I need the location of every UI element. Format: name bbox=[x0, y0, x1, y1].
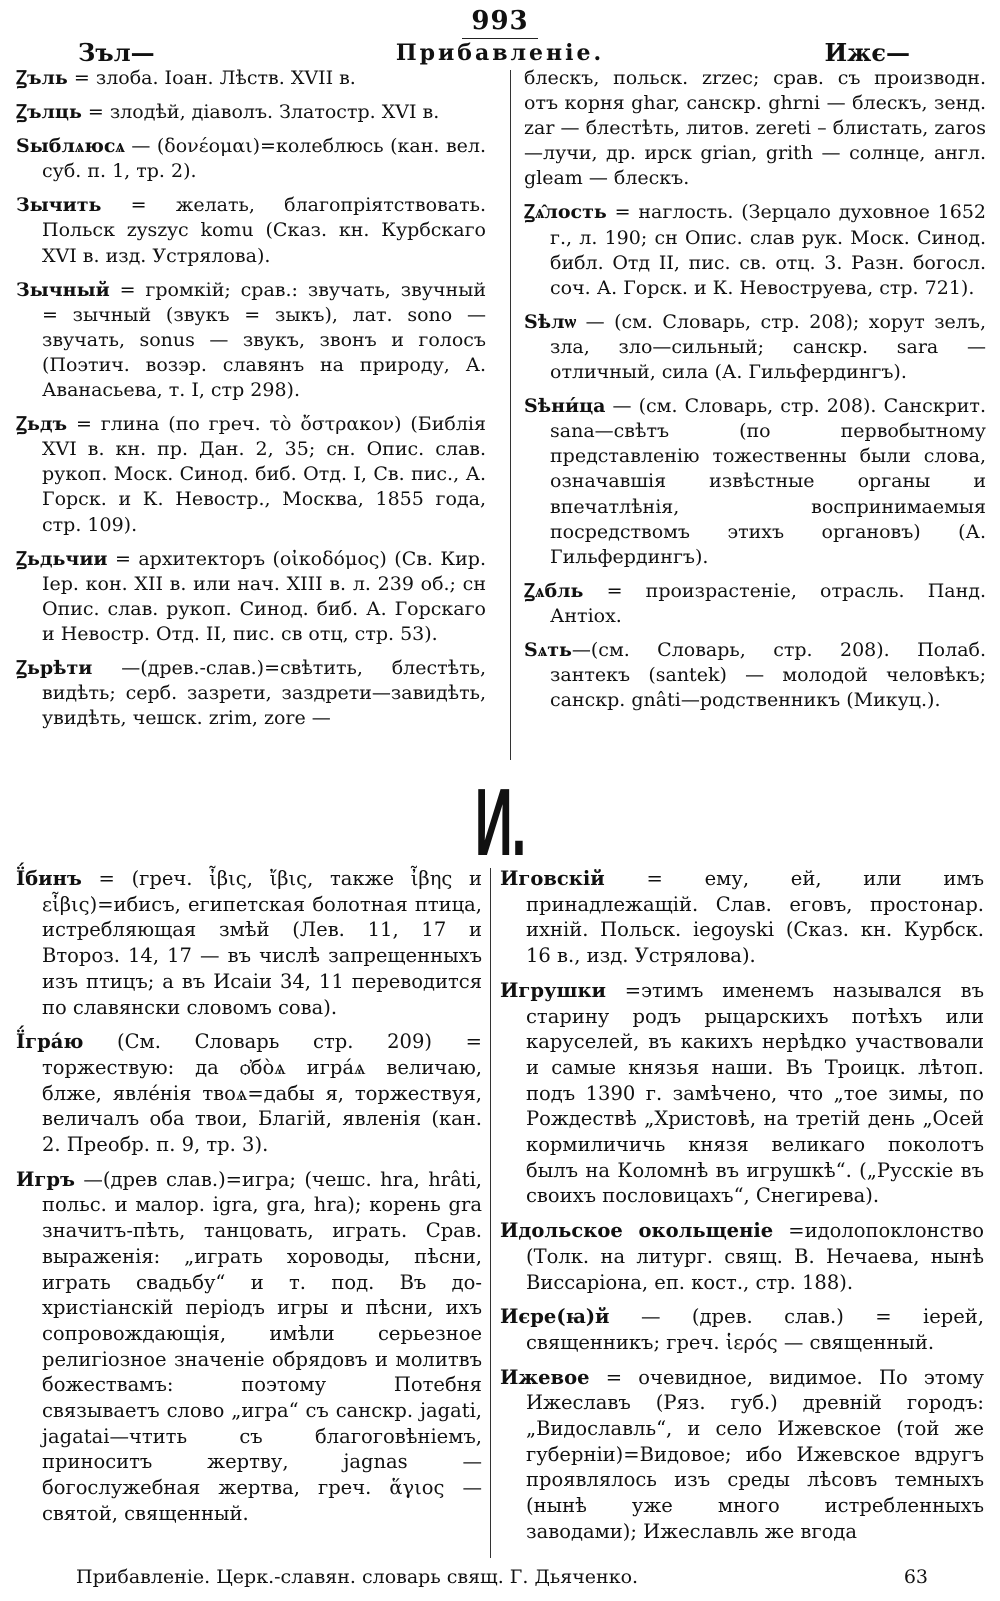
entry-headword: Ї́гра́ю bbox=[16, 1030, 84, 1054]
column-divider-bottom bbox=[490, 868, 491, 1558]
dictionary-entry bbox=[500, 1218, 984, 1295]
dictionary-entry bbox=[16, 66, 486, 91]
page-footer: Прибавленіе. Церк.-славян. словарь свящ. Г. Дьяченко. bbox=[76, 1566, 639, 1588]
column-top-right bbox=[524, 66, 986, 722]
entry-definition: = злодѣй, діаволъ. Златостр. XVI в. bbox=[81, 101, 440, 124]
entry-definition: = очевидное, видимое. По этому Ижеславъ (Ряз. губ.) древній городъ: „Видославль“, и село Ижевское (той же губерніи)=Видовое; ибо Ижевское вдругъ проявлялось изъ среды лѣсовъ темныхъ (нынѣ уже много истребленныхъ заводами); Ижеславль же вгода bbox=[526, 1365, 984, 1543]
entry-definition: =идолопоклонство (Толк. на литург. свящ. В. Нечаева, нынѣ Виссаріона, еп. кост., стр. 188). bbox=[526, 1219, 984, 1294]
dictionary-entry bbox=[16, 278, 486, 403]
header-section-title: Прибавленіе. bbox=[395, 40, 605, 66]
entry-definition: = злоба. Іоан. Лѣств. XVII в. bbox=[67, 67, 356, 89]
page-number-underline bbox=[462, 38, 538, 39]
entry-definition: —(древ.-слав.)=свѣтить, блестѣть, видѣть; серб. зазрети, заздрети—завидѣть, увидѣть, чешск. zrim, zore — bbox=[42, 656, 486, 730]
column-bottom-right bbox=[500, 866, 984, 1554]
entry-headword: Ѕѣлѡ bbox=[524, 310, 577, 333]
entry-definition: = желать, благопріятствовать. Польск zyszyc komu (Сказ. кн. Курбскаго XVI в. изд. Устрялова). bbox=[42, 194, 486, 267]
entry-definition: = произрастеніе, отрасль. Панд. Антіох. bbox=[550, 579, 986, 627]
entry-definition: блескъ, польск. zrzec; срав. съ производн. отъ корня ghar, санскр. ghrni — блескъ, зенд. zar — блестѣть, литов. zereti – блистать, zaros—лучи, др. ирск grian, grith — солнце, англ. gleam — блескъ. bbox=[524, 67, 986, 190]
dictionary-entry bbox=[524, 579, 986, 629]
dictionary-entry bbox=[500, 1304, 984, 1355]
dictionary-entry bbox=[524, 66, 986, 191]
entry-definition: (См. Словарь стр. 209) = торжествую: да ѻ҆бо̀ѧ игра́ѧ величаю, блже, явле́нія твоѧ=дабы я, торжествуя, величалъ оба твои, Благій, явленія (кан. 2. Преобр. п. 9, тр. 3). bbox=[42, 1030, 482, 1157]
entry-headword: Иговскій bbox=[500, 867, 605, 890]
entry-headword: Ꙁьрѣти bbox=[16, 656, 93, 679]
column-top-left bbox=[16, 66, 486, 740]
section-letter: И. bbox=[474, 769, 526, 876]
entry-definition: — (древ. слав.) = іерей, священникъ; греч. ἱερός — священный. bbox=[526, 1305, 984, 1354]
entry-definition: — (δονέομαι)=колеблюсь (кан. вел. суб. п. 1, тр. 2). bbox=[42, 135, 486, 183]
dictionary-entry bbox=[500, 1365, 984, 1545]
header-left-guideword: Зъл— bbox=[78, 38, 155, 67]
entry-headword: Ѕѣни́ца bbox=[524, 395, 606, 418]
entry-headword: Ꙁълць bbox=[16, 101, 82, 124]
dictionary-entry bbox=[16, 866, 482, 1020]
entry-definition: = ему, ей, или имъ принадлежащій. Слав. еговъ, простонар. ихній. Польск. iegoyski (Сказ. кн. Курбск. 16 в., изд. Устрялова). bbox=[526, 867, 984, 968]
dictionary-entry bbox=[524, 200, 986, 300]
entry-definition: = глина (по греч. τὸ ὄστρακον) (Библія XVI в. кн. пр. Дан. 2, 35; сн. Опис. слав. рукоп. Моск. Синод. биб. Отд. I, Св. пис., А. Горск. и К. Невостр., Москва, 1855 года, стр. 109). bbox=[42, 413, 486, 536]
dictionary-entry bbox=[16, 100, 486, 125]
entry-definition: =этимъ именемъ назывался въ старину родъ рыцарскихъ потѣхъ или каруселей, въ какихъ нерѣдко участвовали и самые князья наши. Въ Троицк. лѣтоп. подъ 1390 г. замѣчено, что „тое зимы, по Рождествѣ „Христовѣ, на третій день „Осей кормиличичь князя великаго поколотъ былъ на Коломнѣ въ игрушкѣ“. („Русскіе въ своихъ пословицахъ“, Снегирева). bbox=[526, 978, 984, 1208]
entry-headword: Ѕѧть bbox=[524, 638, 572, 661]
entry-headword: Зычный bbox=[16, 278, 110, 301]
dictionary-entry bbox=[16, 1167, 482, 1527]
entry-definition: = архитекторъ (οἰκοδόμος) (Св. Кир. Іер. кон. XII в. или нач. XIII в. л. 239 об.; сн Опис. слав. рукоп. Синод. биб. А. Горскаго и Невостр. Отд. II, пис. св отц, стр. 53). bbox=[42, 547, 486, 645]
entry-headword: Ꙁьдьчии bbox=[16, 547, 108, 570]
entry-headword: Идольское окольщеніе bbox=[500, 1219, 774, 1243]
entry-headword: Ꙁѧбль bbox=[524, 579, 584, 602]
entry-headword: Ижевое bbox=[500, 1365, 590, 1389]
entry-headword: Ї́бинъ bbox=[16, 867, 82, 890]
dictionary-entry bbox=[16, 412, 486, 537]
entry-headword: Ѕыблѧюсѧ bbox=[16, 135, 125, 158]
dictionary-entry bbox=[16, 656, 486, 731]
dictionary-entry bbox=[524, 310, 986, 385]
dictionary-entry bbox=[524, 638, 986, 713]
entry-definition: — (см. Словарь, стр. 208); хорут зелъ, зла, зло—сильный; санскр. sara — отличный, сила (А. Гильфердингъ). bbox=[550, 310, 986, 384]
page-number: 993 bbox=[471, 6, 529, 36]
entry-definition: — (см. Словарь, стр. 208). Санскрит. sana—свѣтъ (по первобытному представленію тожественны были слова, означавшія извѣстные органы и впечатлѣнія, воспринимаемыя посредствомъ этихъ органовъ) (А. Гильфердингъ). bbox=[550, 395, 986, 568]
entry-headword: Ꙁъль bbox=[16, 67, 68, 89]
dictionary-entry bbox=[16, 1029, 482, 1158]
dictionary-entry bbox=[16, 547, 486, 647]
entry-headword: Игрушки bbox=[500, 978, 606, 1002]
entry-headword: Иєре(ꙗ)й bbox=[500, 1305, 610, 1329]
entry-headword: Зычить bbox=[16, 194, 102, 217]
entry-definition: —(см. Словарь, стр. 208). Полаб. зантекъ (santek) — молодой человѣкъ; санскр. gnâti—родственникъ (Микуц.). bbox=[550, 638, 986, 712]
entry-definition: —(древ слав.)=игра; (чешс. hra, hrâti, польс. и малор. igra, gra, hra); корень gra значитъ-пѣть, танцовать, играть. Срав. выраженія: „играть хороводы, пѣсни, играть свадьбу“ и т. под. Въ до-христіанскій періодъ игры и пѣсни, ихъ сопровождающія, имѣли серьезное религіозное значеніе обрядовъ и молитвъ божествамъ: поэтому Потебня связываетъ слово „игра“ съ санскр. jagati, jagatai—чтить съ благоговѣніемъ, приноситъ жертву, jagnas — богослужебная жертва, греч. ἅγιος — святой, священный. bbox=[42, 1167, 482, 1525]
dictionary-entry bbox=[500, 866, 984, 969]
dictionary-entry bbox=[16, 134, 486, 184]
entry-definition: = громкій; срав.: звучать, звучный = зычный (звукъ = зыкъ), лат. sono — звучать, sonus — звукъ, звонъ и голосъ (Поэтич. возэр. славянъ на природу, А. Аванасьева, т. I, стр 298). bbox=[42, 278, 486, 402]
signature-mark: 63 bbox=[903, 1566, 928, 1588]
entry-definition: = (греч. ἶβις, ἴβις, также ἶβης и εἶβις)=ибисъ, египетская болотная птица, истребляющая змѣй (Лев. 11, 17 и Второз. 14, 17 — въ числѣ запрещенныхъ изъ птицъ; а въ Исаіи 34, 11 переводится по славянски словомъ сова). bbox=[42, 867, 482, 1019]
column-divider-top bbox=[510, 70, 511, 760]
dictionary-entry bbox=[524, 394, 986, 570]
entry-headword: Ꙁьдъ bbox=[16, 413, 68, 436]
dictionary-entry bbox=[500, 978, 984, 1209]
entry-headword: Ꙁѧ̂лость bbox=[524, 201, 607, 224]
dictionary-entry bbox=[16, 193, 486, 268]
column-bottom-left bbox=[16, 866, 482, 1536]
entry-headword: Игръ bbox=[16, 1167, 75, 1191]
header-right-guideword: Ижє— bbox=[824, 38, 910, 67]
entry-definition: = наглость. (Зерцало духовное 1652 г., л. 190; сн Опис. слав рук. Моск. Синод. библ. Отд II, пис. св. отц. 3. Разн. богосл. соч. А. Горск. и К. Невоструева, стр. 721). bbox=[550, 201, 986, 299]
